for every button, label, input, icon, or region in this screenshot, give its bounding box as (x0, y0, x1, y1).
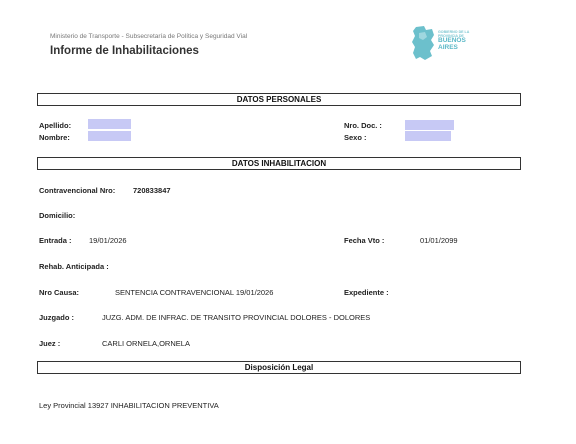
nro-causa-label: Nro Causa: (39, 288, 80, 297)
page-title: Informe de Inhabilitaciones (50, 45, 199, 57)
apellido-redaction (88, 119, 131, 129)
nro-doc-redaction (405, 120, 454, 130)
ministry-subtitle: Ministerio de Transporte - Subsecretaría de Política y Seguridad Vial (50, 33, 248, 40)
section-inhabilitacion-header: DATOS INHABILITACION (37, 157, 521, 170)
nro-doc-label: Nro. Doc. : (344, 121, 382, 130)
contravencional-label: Contravencional Nro: (39, 186, 116, 195)
entrada-value: 19/01/2026 (89, 236, 127, 245)
apellido-label: Apellido: (39, 121, 72, 130)
province-logo (408, 22, 520, 66)
nombre-redaction (88, 131, 131, 141)
logo-line-2: PROVINCIA DE (438, 33, 464, 38)
rehab-anticipada-label: Rehab. Anticipada : (39, 262, 109, 271)
sexo-redaction (405, 131, 451, 141)
juzgado-value: JUZG. ADM. DE INFRAC. DE TRANSITO PROVINCIAL DOLORES - DOLORES (102, 313, 371, 322)
logo-line-4: AIRES (438, 43, 458, 51)
domicilio-label: Domicilio: (39, 211, 76, 220)
logo-line-1: GOBIERNO DE LA (438, 30, 470, 34)
juez-value: CARLI ORNELA,ORNELA (102, 339, 190, 348)
province-map-icon (410, 25, 436, 61)
fecha-vto-value: 01/01/2099 (420, 236, 458, 245)
section-personal-header: DATOS PERSONALES (37, 93, 521, 106)
legal-text: Ley Provincial 13927 INHABILITACION PREVENTIVA (39, 401, 219, 410)
entrada-label: Entrada : (39, 236, 72, 245)
contravencional-value: 720833847 (133, 186, 171, 195)
juez-label: Juez : (39, 339, 61, 348)
juzgado-label: Juzgado : (39, 313, 74, 322)
fecha-vto-label: Fecha Vto : (344, 236, 385, 245)
sexo-label: Sexo : (344, 133, 367, 142)
expediente-label: Expediente : (344, 288, 389, 297)
logo-line-3: BUENOS (438, 37, 466, 45)
nro-causa-value: SENTENCIA CONTRAVENCIONAL 19/01/2026 (115, 288, 274, 297)
section-legal-header: Disposición Legal (37, 361, 521, 374)
nombre-label: Nombre: (39, 133, 70, 142)
